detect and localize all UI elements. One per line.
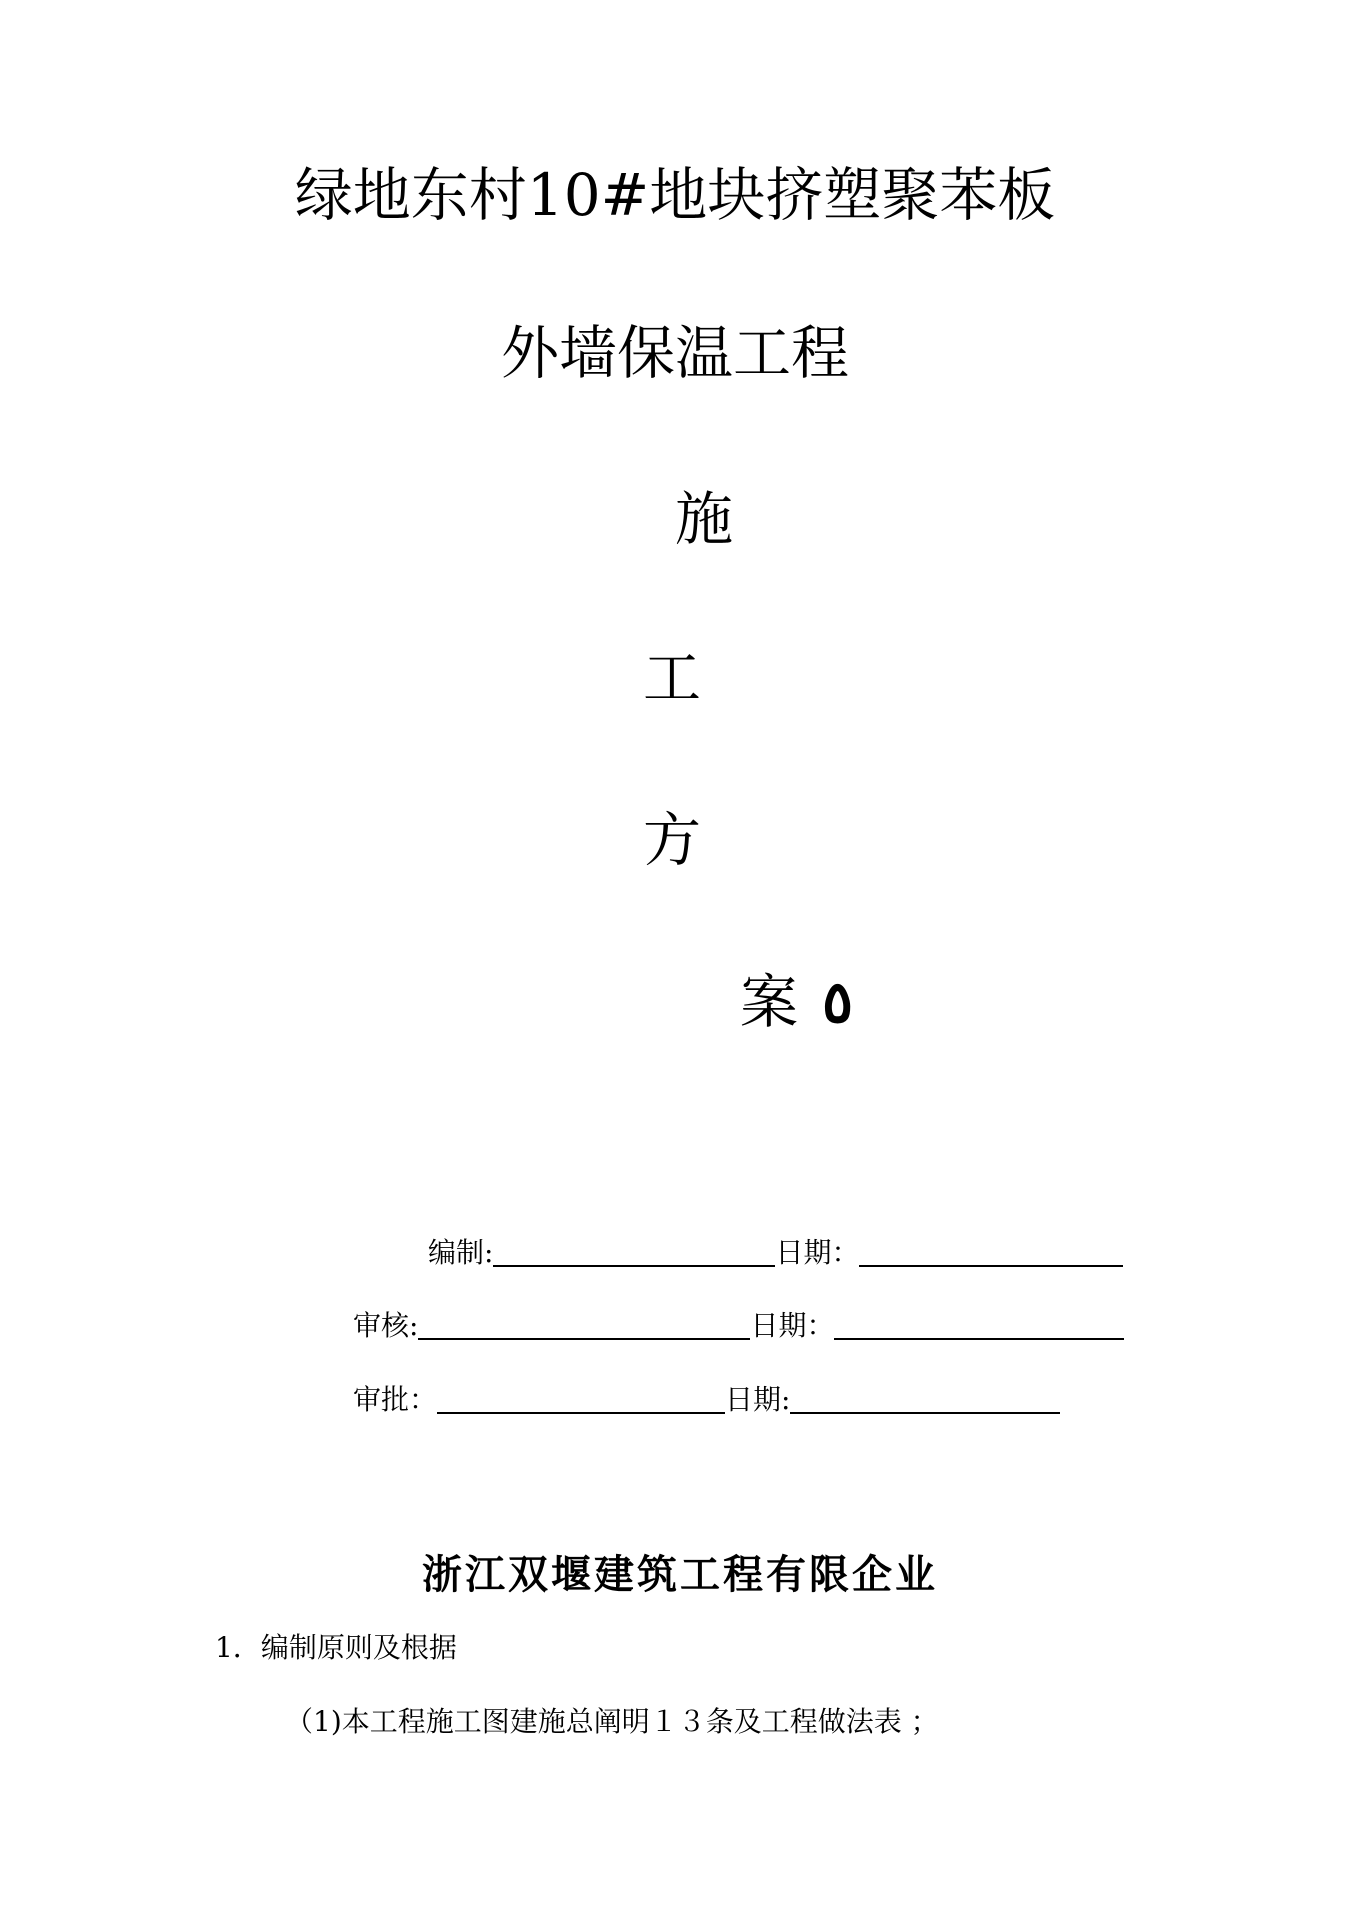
signoff-label: 审核: [353,1309,419,1342]
signoff-label: 编制: [428,1236,494,1269]
vertical-title-char-1: 施 [675,485,734,553]
signoff-row-review [353,1306,1124,1346]
document-title-line-2: 外墙保温工程 [500,319,849,387]
date-blank [859,1235,1123,1267]
date-label: 日期： [750,1309,835,1342]
company-name: 浙江双堰建筑工程有限企业 [422,1551,938,1598]
signoff-row-approve [353,1380,1060,1420]
document-title-line-1: 绿地东村10#地块挤塑聚苯板 [294,161,1056,229]
signature-blank [437,1382,725,1414]
date-blank [790,1382,1060,1414]
signature-blank [493,1235,775,1267]
signoff-row-compile [428,1233,1123,1273]
vertical-title-trailing-mark: ٥ [822,968,854,1036]
vertical-title-char-4: 案 [740,968,799,1036]
date-label: 日期: [725,1383,791,1416]
section-item-1: （1)本工程施工图建施总阐明１３条及工程做法表 ； [285,1705,939,1738]
date-blank [834,1308,1124,1340]
date-label: 日期： [775,1236,860,1269]
signoff-label: 审批： [353,1383,438,1416]
section-heading: 1．编制原则及根据 [215,1631,457,1664]
vertical-title-char-3: 方 [643,806,702,874]
vertical-title-char-2: 工 [643,644,702,712]
signature-blank [418,1308,750,1340]
